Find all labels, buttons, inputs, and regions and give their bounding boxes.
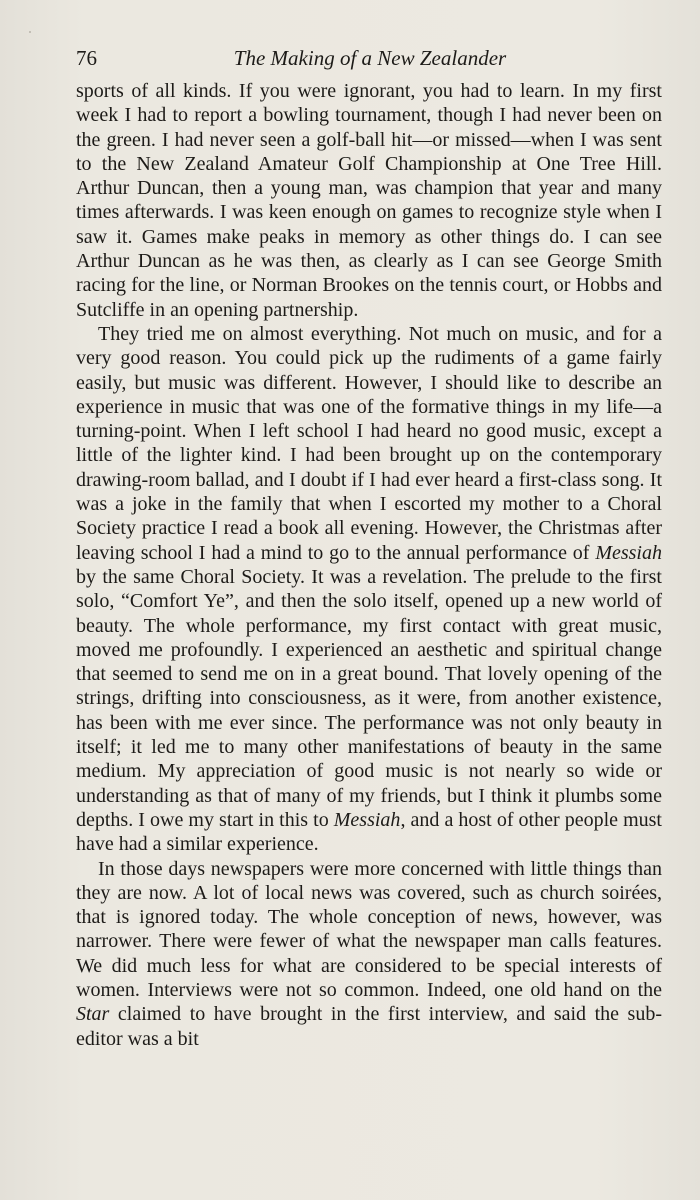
title-messiah-2: Messiah <box>333 808 401 831</box>
page-number: 76 <box>76 46 97 70</box>
body-text <box>76 79 662 1051</box>
paragraph-3 <box>76 857 662 1051</box>
title-messiah: Messiah <box>595 541 662 564</box>
paragraph-3-text-b: claimed to have brought in the first interview, and said the sub-editor was a bit <box>76 1003 662 1050</box>
page-header <box>76 44 664 72</box>
paragraph-3-text-a: In those days newspapers were more concerned with little things than they are now. A lot of local news was covered, such as church soirées, that is ignored today. The whole conception of news, however, was narrower. There were fewer of what the newspaper man calls features. We did much less for what are considered to be special interests of women. Interviews were not so common. Indeed, one old hand on the <box>76 857 662 1001</box>
newspaper-name-star: Star <box>76 1003 110 1026</box>
paragraph-1-text: sports of all kinds. If you were ignorant, you had to learn. In my first week I had to report a bowling tournament, though I had never been on the green. I had never seen a golf-ball hit—or missed—when I was sent to the New Zealand Amateur Golf Championship at One Tree Hill. Arthur Duncan, then a young man, was champion that year and many times afterwards. I was keen enough on games to recognize style when I saw it. Games make peaks in memory as other things do. I can see Arthur Duncan as he was then, as clearly as I can see George Smith racing for the line, or Norman Brookes on the tennis court, or Hobbs and Sutcliffe in an opening partnership. <box>76 80 662 321</box>
paper-speck <box>29 31 31 33</box>
paragraph-1 <box>76 79 662 322</box>
paragraph-2-text-b: by the same Choral Society. It was a revelation. The prelude to the first solo, “Comfort Ye”, and then the solo itself, opened up a new world of beauty. The whole performance, my first contact with great music, moved me profoundly. I experienced an aesthetic and spiritual change that seemed to send me on in a great bound. That lovely opening of the strings, drifting into consciousness, as it were, from another existence, has been with me ever since. The performance was not only beauty in itself; it led me to many other manifestations of beauty in the same medium. My appreciation of good music is not nearly so wide or understanding as that of many of my friends, but I think it plumbs some depths. I owe my start in this to <box>76 565 662 831</box>
paragraph-2-text-c: , and a host of other people must have had a similar experience. <box>76 808 662 856</box>
paragraph-2 <box>76 322 662 857</box>
paragraph-2-text-a: They tried me on almost everything. Not much on music, and for a very good reason. You could pick up the rudiments of a game fairly easily, but music was different. However, I should like to describe an experience in music that was one of the formative things in my life—a turning-point. When I left school I had heard no good music, except a little of the lighter kind. I had been brought up on the contemporary drawing-room ballad, and I doubt if I had ever heard a first-class song. It was a joke in the family that when I escorted my mother to a Choral Society practice I read a book all evening. However, the Christmas after leaving school I had a mind to go to the annual performance of <box>76 322 662 564</box>
running-title: The Making of a New Zealander <box>233 46 507 70</box>
